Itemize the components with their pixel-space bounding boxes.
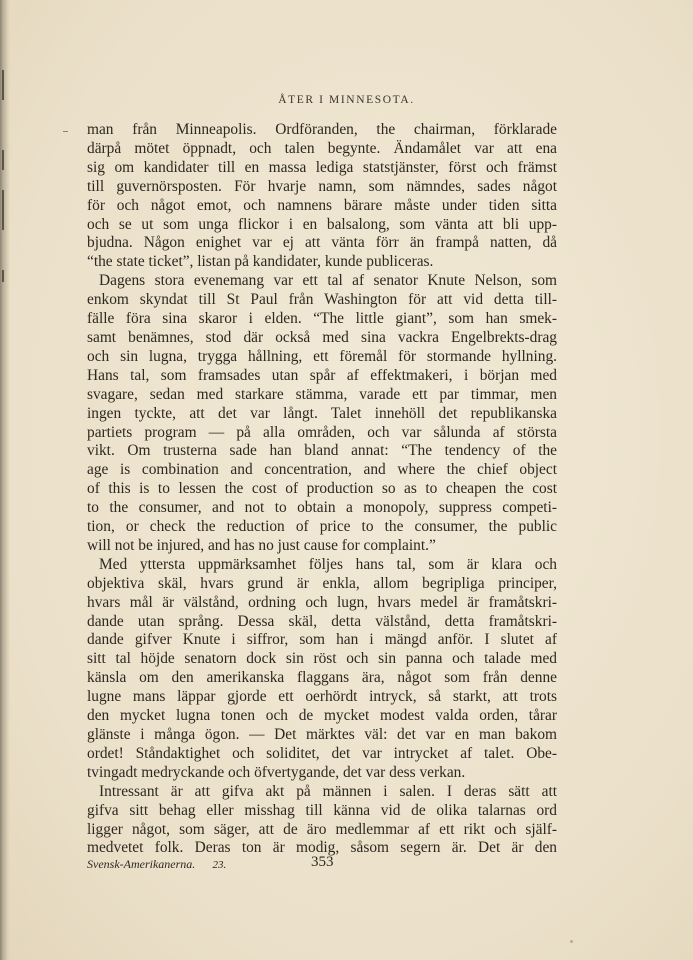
text-line: tion, or check the reduction of price to the consumer, the public [87, 518, 557, 536]
text-line: till guvernörsposten. För hvarje namn, som nämndes, sades något [87, 177, 557, 195]
text-line: ingen tyckte, att det var långt. Talet innehöll det republikanska [87, 404, 557, 422]
text-line: fälle föra sina skaror i elden. “The little giant”, som han smek- [87, 310, 557, 328]
running-head: ÅTER I MINNESOTA. [278, 94, 415, 106]
page-number: 353 [311, 854, 334, 870]
text-line: gifva sitt behag eller misshag till känna vid de olika talarnas ord [87, 801, 557, 819]
text-line: ligger något, som säger, att de äro medlemmar af ett rikt och själf- [87, 820, 557, 838]
text-line: och se ut som unga flickor i en balsalong, som vänta att bli upp- [87, 215, 557, 233]
text-line: Med yttersta uppmärksamhet följes hans tal, som är klara och [99, 555, 557, 573]
text-line: vikt. Om trusterna sade han bland annat: “The tendency of the [87, 442, 557, 460]
text-line: och sin lugna, trygga hållning, ett föremål för stormande hyllning. [87, 347, 557, 365]
signature-mark: Svensk-Amerikanerna. [87, 857, 196, 871]
gutter-mark [2, 150, 4, 170]
body-text [87, 121, 557, 858]
text-line: Intressant är att gifva akt på männen i salen. I deras sätt att [99, 782, 557, 800]
text-line: “the state ticket”, listan på kandidater, kunde publiceras. [87, 253, 434, 271]
text-line: will not be injured, and has no just cause for complaint.” [87, 536, 436, 554]
signature-number: 23. [212, 859, 227, 871]
page-gutter-edge [0, 0, 10, 960]
text-line: den mycket lugna tonen och de mycket modest valda orden, tårar [87, 707, 557, 725]
text-line: age is combination and concentration, and where the chief object [87, 461, 557, 479]
text-line: tvingadt medryckande och öfvertygande, det var dess verkan. [87, 763, 466, 781]
text-line: lugne mans läppar gjorde ett oerhördt intryck, så starkt, att trots [87, 688, 557, 706]
text-line: därpå mötet öppnadt, och talen begynte. Ändamålet var att ena [87, 139, 557, 157]
text-line: sig om kandidater till en massa lediga statstjänster, först och främst [87, 158, 557, 176]
gutter-mark [2, 190, 4, 230]
text-line: to the consumer, and not to obtain a monopoly, suppress competi- [87, 499, 557, 517]
gutter-mark [2, 270, 4, 282]
text-line: dande utan språng. Dessa skäl, detta välstånd, detta framåtskri- [87, 612, 557, 630]
text-line: Dagens stora evenemang var ett tal af senator Knute Nelson, som [99, 272, 557, 290]
text-line: dande gifver Knute i siffror, som han i mängd anför. I slutet af [87, 631, 557, 649]
text-line: för och något emot, och namnens bärare måste under tiden sitta [87, 196, 557, 214]
text-line: känsla om den amerikanska flaggans ära, något som från denne [87, 669, 557, 687]
margin-dash [63, 131, 68, 132]
text-line: hvars mål är välstånd, ordning och lugn, hvars medel är framåtskri- [87, 593, 557, 611]
text-line: ordet! Ståndaktighet och soliditet, det var intrycket af talet. Obe- [87, 744, 557, 762]
text-line: samt benämnes, stod där också med sina vackra Engelbrekts-drag [87, 328, 557, 346]
text-line: medvetet folk. Deras ton är modig, såsom segern är. Det är den [87, 839, 557, 857]
text-line: bjudna. Någon enighet var ej att vänta förr än frampå natten, då [87, 234, 557, 252]
page-footer [87, 856, 557, 872]
text-line: of this is to lessen the cost of production so as to cheapen the cost [87, 480, 557, 498]
text-line: glänste i många ögon. — Det märktes väl: det var en man bakom [87, 726, 557, 743]
paper-spot [570, 940, 573, 943]
text-line: objektiva skäl, hvars grund är enkla, allom begripliga principer, [87, 574, 557, 592]
text-line: svagare, sedan med starkare stämma, varade ett par timmar, men [87, 385, 557, 403]
text-line: Hans tal, som framsades utan spår af effektmakeri, i början med [87, 366, 557, 384]
text-line: man från Minneapolis. Ordföranden, the chairman, förklarade [87, 121, 557, 138]
text-line: sitt tal höjde senatorn dock sin röst och sin panna och talade med [87, 650, 557, 668]
text-line: enkom skyndat till St Paul från Washington för att vid detta till- [87, 291, 557, 309]
text-line: partiets program — på alla områden, och var sålunda af största [87, 423, 557, 441]
